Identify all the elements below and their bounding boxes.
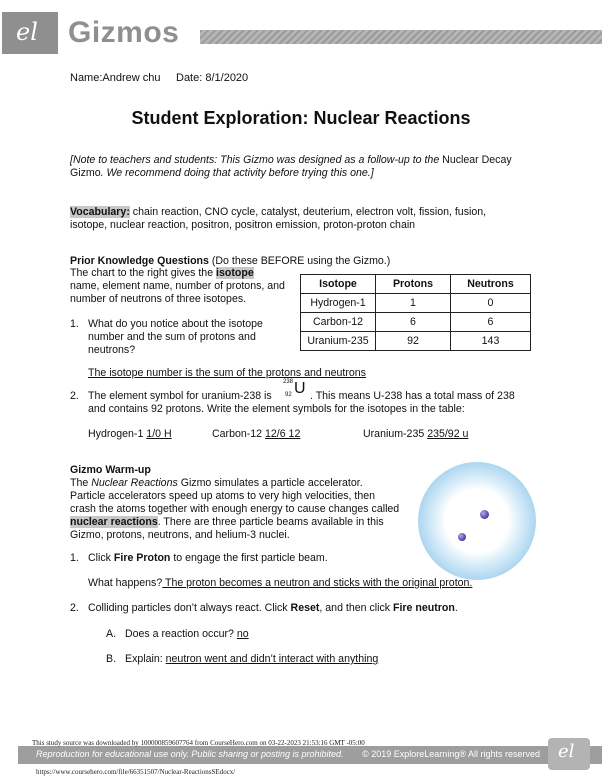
warmup-qA: Does a reaction occur? no <box>125 628 249 640</box>
particle-icon <box>458 533 466 541</box>
footer-band <box>18 746 602 764</box>
warmup-line-4: nuclear reactions. There are three particle beams available in this <box>70 516 384 528</box>
atom-illustration <box>418 462 536 580</box>
table-row <box>301 332 531 351</box>
vocabulary-line-1: Vocabulary: chain reaction, CNO cycle, catalyst, deuterium, electron volt, fission, fusion, <box>70 206 487 218</box>
warmup-q2: Colliding particles don’t always react. Click Reset, and then click Fire neutron. <box>88 602 458 614</box>
atomic-number: 92 <box>285 392 292 398</box>
note-line-1: [Note to teachers and students: This Gizmo was designed as a follow-up to the Nuclear Decay <box>70 154 512 166</box>
vocabulary-label: Vocabulary: <box>70 206 130 218</box>
warmup-q1: Click Fire Proton to engage the first particle beam. <box>88 552 328 564</box>
table-header: Neutrons <box>451 275 531 294</box>
source-url[interactable]: https://www.coursehero.com/file/66351507/Nuclear-ReactionsSEdocx/ <box>36 768 236 776</box>
table-cell: Hydrogen-1 <box>301 294 376 313</box>
table-header: Isotope <box>301 275 376 294</box>
question-number: 1. <box>70 552 79 564</box>
date: Date: 8/1/2020 <box>176 72 249 84</box>
question-number: 2. <box>70 390 79 402</box>
student-name: Name:Andrew chu <box>70 72 161 84</box>
table-cell: 1 <box>376 294 451 313</box>
prior-intro-2: name, element name, number of protons, and <box>70 280 285 292</box>
q2-line-2: and contains 92 protons. Write the element symbols for the isotopes in the table: <box>88 403 465 415</box>
header-stripe <box>200 30 602 44</box>
table-cell: Uranium-235 <box>301 332 376 351</box>
hydrogen-symbol-answer: Hydrogen-1 1/0 H <box>88 428 172 440</box>
table-header-row <box>301 275 531 294</box>
warmup-line-2: Particle accelerators speed up atoms to very high velocities, then <box>70 490 376 502</box>
gizmos-logo-badge <box>2 12 58 54</box>
table-cell: Carbon-12 <box>301 313 376 332</box>
footer-logo-mark: el <box>558 741 575 762</box>
q1-line-3: neutrons? <box>88 344 136 356</box>
prior-intro-3: number of neutrons of three isotopes. <box>70 293 247 305</box>
brand-name: Gizmos <box>68 16 180 49</box>
warmup-heading: Gizmo Warm-up <box>70 464 151 476</box>
isotope-table <box>300 274 531 351</box>
sub-question-letter: A. <box>106 628 117 640</box>
q1-line-1: What do you notice about the isotope <box>88 318 263 330</box>
carbon-symbol-answer: Carbon-12 12/6 12 <box>212 428 301 440</box>
warmup-qB: Explain: neutron went and didn’t interact with anything <box>125 653 379 665</box>
vocabulary-line-2: isotope, nuclear reaction, positron, positron emission, proton-proton chain <box>70 219 416 231</box>
q1-answer-field[interactable]: The proton becomes a neutron and sticks with the original proton. <box>162 577 473 589</box>
q1-line-2: number and the sum of protons and <box>88 331 256 343</box>
q1-answer[interactable]: The isotope number is the sum of the protons and neutrons <box>88 367 366 379</box>
page-title: Student Exploration: Nuclear Reactions <box>131 108 471 128</box>
warmup-line-3: crash the atoms together with enough energy to cause changes called <box>70 503 400 515</box>
q2-line-1b: . This means U-238 has a total mass of 238 <box>310 390 515 402</box>
question-number: 2. <box>70 602 79 614</box>
table-row <box>301 313 531 332</box>
warmup-line-5: Gizmo, protons, neutrons, and helium-3 nuclei. <box>70 529 290 541</box>
table-row <box>301 294 531 313</box>
footer-logo <box>548 738 590 770</box>
uranium-symbol: U <box>294 380 306 397</box>
prior-heading: Prior Knowledge Questions (Do these BEFORE using the Gizmo.) <box>70 255 391 267</box>
sub-question-letter: B. <box>106 653 117 665</box>
table-cell: 6 <box>376 313 451 332</box>
prior-intro-1: The chart to the right gives the isotope <box>70 267 254 279</box>
logo-mark: el <box>16 18 38 46</box>
table-cell: 143 <box>451 332 531 351</box>
note-line-2: Gizmo. We recommend doing that activity before trying this one.] <box>70 167 374 179</box>
table-cell: 92 <box>376 332 451 351</box>
warmup-line-1: The Nuclear Reactions Gizmo simulates a particle accelerator. <box>70 477 363 489</box>
source-notice: This study source was downloaded by 100000859607764 from CourseHero.com on 03-22-2023 21:53:16 GMT -05:00 <box>32 739 365 747</box>
question-number: 1. <box>70 318 79 330</box>
table-cell: 6 <box>451 313 531 332</box>
table-header: Protons <box>376 275 451 294</box>
uranium-symbol-answer: Uranium-235 235/92 u <box>363 428 469 440</box>
particle-icon <box>480 510 489 519</box>
reproduction-notice: Reproduction for educational use only. Public sharing or posting is prohibited. <box>36 749 344 759</box>
mass-number: 238 <box>283 379 294 385</box>
copyright: © 2019 ExploreLearning® All rights reserved <box>362 749 540 759</box>
q2-line-1a: The element symbol for uranium-238 is <box>88 390 272 402</box>
qA-answer-field[interactable]: no <box>236 628 249 640</box>
warmup-q1-answer-line: What happens? The proton becomes a neutron and sticks with the original proton. <box>88 577 473 589</box>
qB-answer-field[interactable]: neutron went and didn’t interact with anything <box>165 653 379 665</box>
table-cell: 0 <box>451 294 531 313</box>
